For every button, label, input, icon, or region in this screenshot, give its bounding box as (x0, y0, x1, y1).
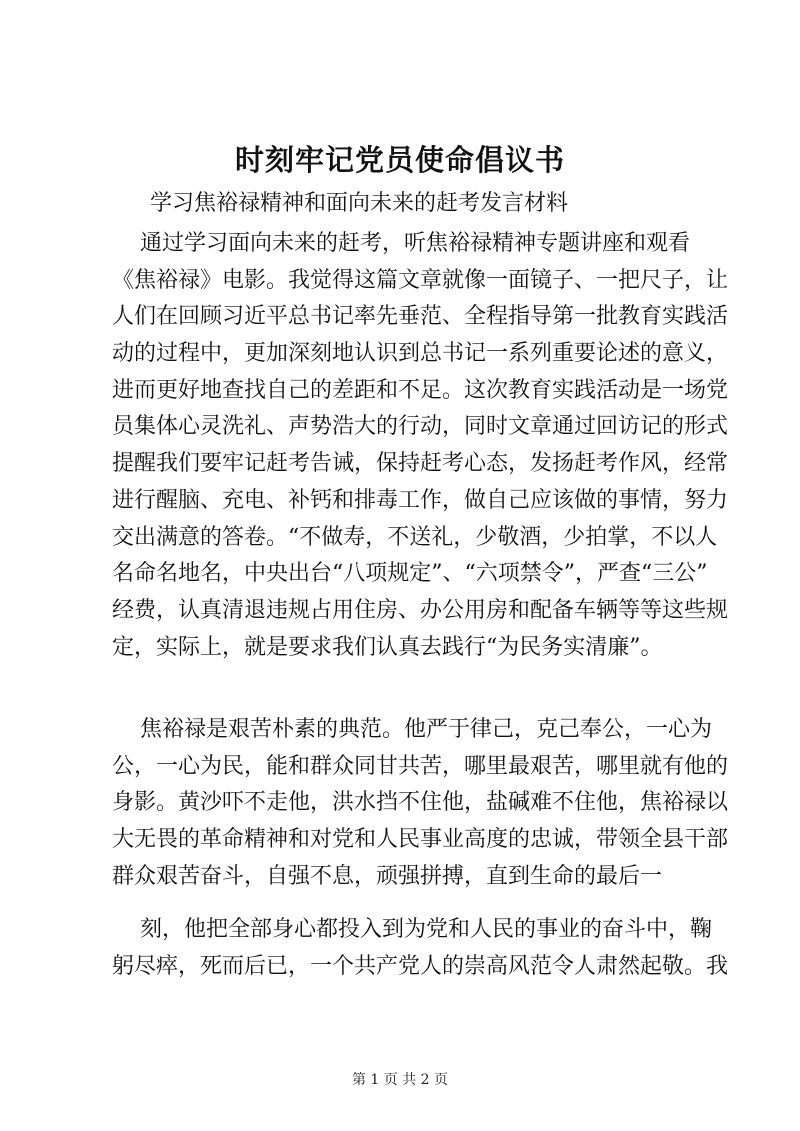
paragraph-line: 交出满意的答卷。“不做寿，不送礼，少敬酒，少拍掌，不以人 (112, 524, 718, 550)
paragraph-line: 提醒我们要牢记赶考告诫，保持赶考心态，发扬赶考作风，经常 (112, 451, 729, 477)
paragraph-line: 进行醒脑、充电、补钙和排毒工作，做自己应该做的事情，努力 (112, 487, 729, 513)
paragraph-2 (112, 712, 729, 895)
paragraph-3 (112, 912, 729, 985)
paragraph-line: 躬尽瘁，死而后已，一个共产党人的崇高风范令人肃然起敬。我 (112, 953, 729, 979)
document-subtitle: 学习焦裕禄精神和面向未来的赶考发言材料 (150, 191, 569, 216)
paragraph-line: 定，实际上，就是要求我们认真去践行“为民务实清廉”。 (112, 634, 663, 660)
paragraph-line: 人们在回顾习近平总书记率先垂范、全程指导第一批教育实践活 (112, 304, 729, 330)
document-title: 时刻牢记党员使命倡议书 (234, 143, 565, 177)
paragraph-line: 《焦裕禄》电影。我觉得这篇文章就像一面镜子、一把尺子，让 (112, 267, 729, 293)
paragraph-line: 通过学习面向未来的赶考，听焦裕禄精神专题讲座和观看 (112, 231, 690, 256)
paragraph-line: 焦裕禄是艰苦朴素的典范。他严于律己，克己奉公，一心为 (112, 717, 712, 742)
page-number-footer: 第 1 页 共 2 页 (351, 1072, 449, 1088)
paragraph-line: 员集体心灵洗礼、声势浩大的行动，同时文章通过回访记的形式 (112, 414, 729, 440)
paragraph-line: 大无畏的革命精神和对党和人民事业高度的忠诚，带领全县干部 (112, 827, 729, 853)
paragraph-line: 动的过程中，更加深刻地认识到总书记一系列重要论述的意义， (112, 341, 729, 367)
paragraph-line: 身影。黄沙吓不走他，洪水挡不住他，盐碱难不住他，焦裕禄以 (112, 790, 729, 816)
paragraph-line: 名命名地名，中央出台“八项规定”、“六项禁令”，严查“三公” (112, 561, 708, 587)
paragraph-line: 刻，他把全部身心都投入到为党和人民的事业的奋斗中，鞠 (112, 917, 712, 942)
paragraph-1 (112, 226, 729, 666)
paragraph-line: 经费，认真清退违规占用住房、办公用房和配备车辆等等这些规 (112, 597, 729, 623)
paragraph-line: 群众艰苦奋斗，自强不息，顽强拼搏，直到生命的最后一 (112, 863, 663, 889)
paragraph-line: 公，一心为民，能和群众同甘共苦，哪里最艰苦，哪里就有他的 (112, 753, 729, 779)
paragraph-line: 进而更好地查找自己的差距和不足。这次教育实践活动是一场党 (112, 377, 729, 403)
